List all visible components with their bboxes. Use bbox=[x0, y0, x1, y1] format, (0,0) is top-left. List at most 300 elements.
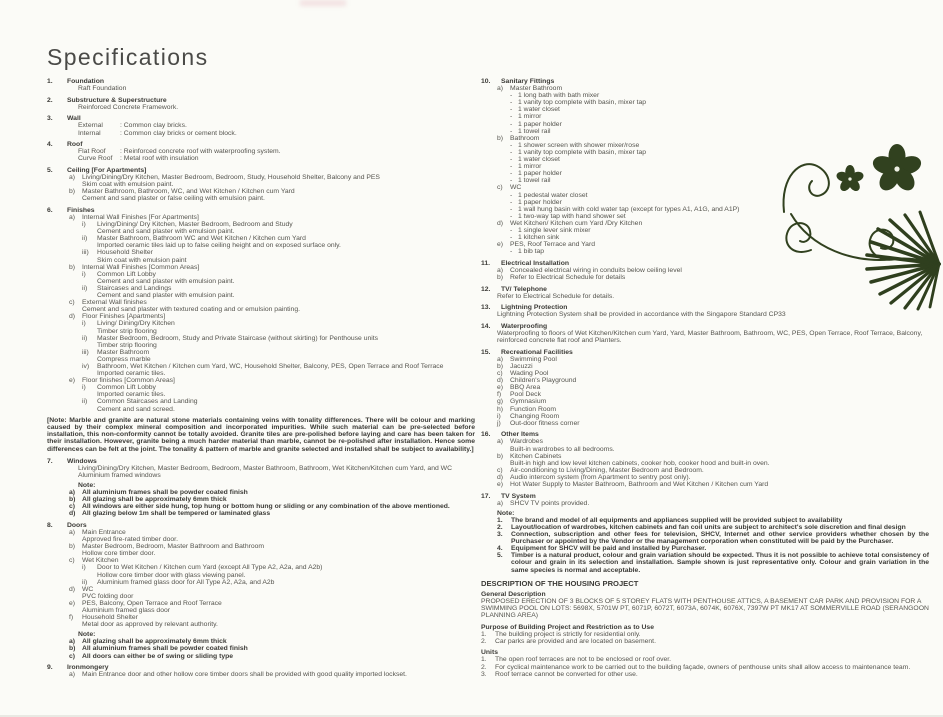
spec-line bbox=[510, 92, 929, 99]
spec-line: Compress marble bbox=[97, 355, 151, 363]
spec-line bbox=[510, 170, 929, 177]
section-title: Waterproofing bbox=[501, 323, 548, 330]
line-tag: j) bbox=[497, 419, 501, 427]
line-tag: b) bbox=[69, 543, 76, 551]
spec-line: Cement and sand plaster with emulsion paint. bbox=[97, 292, 235, 300]
spec-line bbox=[82, 285, 475, 292]
line-tag: 2. bbox=[481, 663, 487, 671]
spec-line bbox=[510, 128, 929, 135]
line-text: 1 pedestal water closet bbox=[518, 191, 588, 199]
line-text: BBQ Area bbox=[510, 384, 541, 392]
spec-line bbox=[69, 543, 475, 550]
section-heading bbox=[47, 167, 475, 174]
line-tag: f) bbox=[497, 391, 502, 399]
section-heading bbox=[47, 458, 475, 465]
line-tag: b) bbox=[69, 188, 76, 196]
spec-line bbox=[510, 113, 929, 120]
spec-line bbox=[510, 234, 929, 241]
line-text: The brand and model of all equipments and appliances supplied will be provided subject to availability bbox=[511, 516, 843, 524]
line-tag: h) bbox=[497, 405, 504, 413]
spec-line bbox=[510, 206, 929, 213]
section-heading bbox=[47, 115, 475, 122]
line-text: 1 mirror bbox=[518, 163, 542, 171]
spec-line bbox=[69, 174, 475, 181]
spec-line bbox=[497, 406, 929, 413]
line-tag: a) bbox=[69, 528, 76, 536]
spec-line bbox=[510, 121, 929, 128]
line-text: Roof terrace cannot be converted for other use. bbox=[495, 670, 638, 678]
line-tag: b) bbox=[497, 452, 504, 460]
spec-line bbox=[78, 130, 475, 137]
line-tag: d) bbox=[497, 473, 504, 481]
spec-line bbox=[69, 299, 475, 306]
spec-section bbox=[481, 78, 929, 255]
spec-line bbox=[497, 474, 929, 481]
spec-line: Skim coat with emulsion paint. bbox=[82, 181, 174, 189]
line-tag: i) bbox=[497, 412, 501, 420]
line-tag: Curve Roof bbox=[78, 155, 113, 163]
line-tag: 3. bbox=[497, 531, 503, 539]
spec-line bbox=[497, 467, 929, 474]
line-text: The open roof terraces are not to be enclosed or roof over. bbox=[495, 656, 672, 664]
line-tag: - bbox=[510, 163, 513, 171]
line-text: 1 vanity top complete with basin, mixer tap bbox=[518, 99, 647, 107]
line-tag: c) bbox=[497, 466, 503, 474]
line-text: The building project is strictly for residential only. bbox=[495, 630, 641, 638]
section-number: 10. bbox=[481, 78, 491, 85]
section-title: Finishes bbox=[67, 206, 95, 214]
line-text: WC bbox=[510, 184, 522, 192]
spec-line bbox=[82, 271, 475, 278]
spec-line bbox=[510, 248, 929, 255]
section-number: 1. bbox=[47, 78, 53, 85]
line-tag: a) bbox=[69, 214, 76, 221]
line-text: Air-conditioning to Living/Dining, Master Bedroom and Bedroom. bbox=[510, 466, 704, 474]
spec-line: Note: bbox=[78, 481, 96, 489]
line-tag: c) bbox=[69, 652, 76, 660]
spec-line: Lightning Protection System shall be provided in accordance with the Singapore Standard CP33 bbox=[497, 311, 786, 319]
scan-artifact bbox=[300, 0, 346, 6]
section-heading bbox=[47, 207, 475, 214]
spec-line bbox=[497, 413, 929, 420]
line-text: Wet Kitchen/ Kitchen cum Yard /Dry Kitchen bbox=[510, 219, 643, 227]
line-tag: - bbox=[510, 226, 513, 234]
section-number: 12. bbox=[481, 285, 491, 293]
spec-line bbox=[69, 529, 475, 536]
spec-line bbox=[497, 384, 929, 391]
line-text: Kitchen Cabinets bbox=[510, 452, 562, 460]
line-tag: Flat Roof bbox=[78, 148, 106, 156]
line-text: Concealed electrical wiring in conduits below ceiling level bbox=[510, 266, 682, 274]
line-tag: - bbox=[510, 212, 513, 220]
description-heading: DESCRIPTION OF THE HOUSING PROJECT bbox=[481, 578, 639, 588]
line-tag: - bbox=[510, 170, 513, 178]
spec-line: Aluminium framed glass door bbox=[82, 606, 171, 614]
line-tag: External bbox=[78, 122, 103, 130]
line-tag: a) bbox=[69, 488, 76, 496]
block-title: Units bbox=[481, 649, 498, 657]
section-number: 4. bbox=[47, 141, 53, 149]
line-tag: e) bbox=[69, 377, 76, 385]
section-heading bbox=[481, 78, 929, 85]
page-title: Specifications bbox=[47, 44, 209, 70]
section-title: Foundation bbox=[67, 78, 104, 85]
line-text: Master Bathroom, Bathroom, WC, and Wet Kitchen / Kitchen cum Yard bbox=[82, 188, 295, 196]
line-tag: g) bbox=[497, 398, 504, 406]
line-text: All aluminium frames shall be powder coated finish bbox=[82, 645, 248, 653]
line-tag: e) bbox=[69, 599, 76, 607]
spec-line bbox=[69, 645, 475, 652]
line-text: Function Room bbox=[510, 405, 557, 413]
line-text: : Metal roof with insulation bbox=[120, 155, 199, 163]
section-number: 6. bbox=[47, 206, 53, 214]
line-tag: b) bbox=[69, 496, 76, 504]
line-text: Wardrobes bbox=[510, 438, 543, 446]
line-tag: Internal bbox=[78, 129, 101, 137]
spec-line: Timber strip flooring bbox=[97, 327, 157, 335]
spec-line: Cement and sand screed. bbox=[97, 405, 175, 413]
line-text: Common Lift Lobby bbox=[97, 384, 156, 392]
line-text: 1 vanity top complete with basin, mixer tap bbox=[518, 148, 647, 156]
section-title: Ironmongery bbox=[67, 664, 109, 672]
line-tag: - bbox=[510, 234, 513, 242]
line-tag: - bbox=[510, 120, 513, 128]
block-title: Purpose of Building Project and Restriction as to Use bbox=[481, 623, 654, 631]
spec-line bbox=[510, 163, 929, 170]
line-tag: c) bbox=[69, 503, 76, 511]
line-text: Pool Deck bbox=[510, 391, 541, 399]
line-tag: i) bbox=[82, 384, 86, 392]
line-tag: - bbox=[510, 177, 513, 185]
line-text: Door to Wet Kitchen / Kitchen cum Yard (except All Type A2, A2a, and A2b) bbox=[97, 564, 323, 572]
line-text: 1 single lever sink mixer bbox=[518, 226, 591, 234]
section-title: Substructure & Superstructure bbox=[67, 96, 167, 104]
line-text: Common Lift Lobby bbox=[97, 270, 156, 278]
line-tag: a) bbox=[497, 266, 504, 274]
spec-line bbox=[78, 148, 475, 155]
spec-line bbox=[510, 199, 929, 206]
section-number: 9. bbox=[47, 664, 53, 672]
spec-line: Cement and sand plaster or false ceiling with emulsion paint. bbox=[82, 195, 265, 203]
line-text: Timber is a natural product, colour and grain variation should be expected. Thus it is not possible to achieve total consistency of colour and grain in its selection and installation. Sample shown is just representative only. Colour and grain variation in the same species is normal and acceptable. bbox=[511, 552, 929, 574]
spec-line bbox=[78, 155, 475, 162]
section-heading bbox=[481, 323, 929, 330]
line-tag: 3. bbox=[481, 670, 487, 678]
line-text: Out-door fitness corner bbox=[510, 419, 580, 427]
spec-line bbox=[510, 106, 929, 113]
line-tag: ii) bbox=[82, 235, 88, 243]
line-tag: c) bbox=[69, 299, 75, 307]
line-tag: a) bbox=[69, 174, 76, 182]
spec-line bbox=[497, 552, 929, 573]
spec-line bbox=[497, 398, 929, 405]
line-text: Living/Dining/ Dry Kitchen, Master Bedroom, Bedroom and Study bbox=[97, 221, 293, 229]
spec-section bbox=[481, 431, 929, 488]
spec-line bbox=[82, 398, 475, 405]
spec-section bbox=[47, 458, 475, 518]
left-column bbox=[47, 78, 481, 683]
line-tag: - bbox=[510, 92, 513, 100]
section-title: Doors bbox=[67, 521, 87, 529]
line-text: Bathroom, Wet Kitchen / Kitchen cum Yard, WC, Household Shelter, Balcony, PES, Open Terrace and Roof Terrace bbox=[97, 362, 444, 370]
spec-line bbox=[69, 489, 475, 496]
spec-section bbox=[47, 78, 475, 92]
line-tag: 1. bbox=[481, 656, 487, 664]
line-text: WC bbox=[82, 585, 94, 593]
line-tag: 2. bbox=[497, 523, 503, 531]
spec-section bbox=[481, 493, 929, 574]
line-text: All glazing shall be approximately 6mm thick bbox=[82, 638, 227, 646]
line-tag: d) bbox=[69, 510, 76, 518]
spec-line bbox=[497, 420, 929, 427]
spec-line bbox=[69, 214, 475, 221]
line-tag: iv) bbox=[82, 362, 90, 370]
section-heading bbox=[47, 522, 475, 529]
section-heading bbox=[47, 141, 475, 148]
line-tag: i) bbox=[82, 270, 86, 278]
spec-line bbox=[497, 391, 929, 398]
spec-line bbox=[497, 241, 929, 248]
section-number: 2. bbox=[47, 96, 53, 104]
line-text: Master Bathroom bbox=[510, 85, 563, 93]
line-text: 1 paper holder bbox=[518, 198, 562, 206]
line-text: Floor finishes [Common Areas] bbox=[82, 377, 175, 385]
line-text: Hot Water Supply to Master Bathroom, Bathroom and Wet Kitchen / Kitchen cum Yard bbox=[510, 480, 769, 488]
line-text: Common Staircases and Landing bbox=[97, 398, 198, 406]
spec-line bbox=[78, 122, 475, 129]
line-tag: c) bbox=[69, 557, 75, 565]
spec-line: PROPOSED ERECTION OF 3 BLOCKS OF 5 STOREY FLATS WITH PENTHOUSE ATTICS, A BASEMENT CAR PARK AND PROVISION FOR A SWIMMING POOL ON LOTS: 5698X, 5701W PT, 6071P, 6072T, 6073A, 6074K, 6076X, 7397W PT MK17 AT SOMMERVILLE ROAD (SERANGOON PLANNING AREA) bbox=[481, 597, 929, 619]
spec-line: Imported ceramic tiles. bbox=[97, 391, 166, 399]
section-title: Other Items bbox=[501, 431, 539, 439]
spec-section bbox=[481, 624, 929, 645]
spec-section bbox=[481, 649, 929, 677]
line-text: Household Shelter bbox=[97, 249, 153, 257]
line-tag: - bbox=[510, 113, 513, 121]
section-heading bbox=[481, 431, 929, 438]
line-tag: ii) bbox=[82, 284, 88, 292]
line-text: External Wall finishes bbox=[82, 299, 147, 307]
spec-line bbox=[497, 135, 929, 142]
section-heading bbox=[481, 304, 929, 311]
spec-line bbox=[510, 192, 929, 199]
block-title: General Description bbox=[481, 590, 546, 598]
spec-line bbox=[69, 557, 475, 564]
section-title: Sanitary Fittings bbox=[501, 78, 555, 85]
spec-line bbox=[497, 438, 929, 445]
line-tag: d) bbox=[497, 219, 504, 227]
spec-line bbox=[510, 149, 929, 156]
line-tag: - bbox=[510, 156, 513, 164]
spec-line bbox=[69, 313, 475, 320]
line-tag: c) bbox=[497, 370, 503, 378]
spec-line bbox=[481, 638, 929, 645]
spec-section bbox=[47, 141, 475, 162]
spec-line bbox=[510, 99, 929, 106]
line-tag: a) bbox=[497, 438, 504, 446]
spec-line bbox=[481, 664, 929, 671]
line-text: : Common clay bricks or cement block. bbox=[120, 129, 237, 137]
section-number: 16. bbox=[481, 431, 491, 439]
spec-line: Refer to Electrical Schedule for details. bbox=[497, 292, 615, 300]
section-heading bbox=[481, 286, 929, 293]
line-tag: ii) bbox=[82, 578, 88, 586]
line-text: 1 mirror bbox=[518, 113, 542, 121]
spec-line bbox=[69, 496, 475, 503]
line-tag: - bbox=[510, 205, 513, 213]
spec-line bbox=[82, 579, 475, 586]
spec-line: Hollow core timber door with glass viewing panel. bbox=[97, 571, 246, 579]
line-text: All aluminium frames shall be powder coated finish bbox=[82, 488, 248, 496]
spec-line bbox=[497, 517, 929, 524]
spec-section bbox=[481, 304, 929, 318]
line-text: Household Shelter bbox=[82, 614, 138, 622]
line-tag: i) bbox=[82, 564, 86, 572]
spec-line bbox=[497, 531, 929, 545]
spec-line: Timber strip flooring bbox=[97, 341, 157, 349]
spec-line bbox=[497, 453, 929, 460]
line-text: Floor Finishes [Apartments] bbox=[82, 313, 166, 321]
line-tag: c) bbox=[497, 184, 503, 192]
spec-line: Raft Foundation bbox=[78, 85, 127, 93]
section-number: 7. bbox=[47, 457, 53, 465]
line-text: Audio intercom system (from Apartment to sentry post only). bbox=[510, 473, 691, 481]
line-tag: b) bbox=[497, 134, 504, 142]
spec-line bbox=[497, 481, 929, 488]
section-title: Recreational Facilities bbox=[501, 348, 573, 356]
line-tag: d) bbox=[69, 585, 76, 593]
spec-line: Cement and sand plaster with textured coating and or emulsion painting. bbox=[82, 306, 301, 314]
section-number: 17. bbox=[481, 492, 491, 500]
spec-line bbox=[82, 221, 475, 228]
line-tag: - bbox=[510, 141, 513, 149]
line-tag: e) bbox=[497, 384, 504, 392]
line-tag: 4. bbox=[497, 545, 503, 553]
spec-line bbox=[82, 363, 475, 370]
line-text: For cyclical maintenance work to be carried out to the building façade, owners of penthouse units shall allow access to maintenance team. bbox=[495, 663, 911, 671]
line-tag: 2. bbox=[481, 637, 487, 645]
line-text: SHCV TV points provided. bbox=[510, 499, 590, 507]
spec-line bbox=[510, 213, 929, 220]
spec-line bbox=[497, 267, 929, 274]
spec-line: Note: bbox=[497, 509, 515, 517]
spec-line: Cement and sand plaster with emulsion paint. bbox=[97, 228, 235, 236]
spec-line: Built-in high and low level kitchen cabinets, cooker hob, cooker hood and built-in oven. bbox=[510, 459, 770, 467]
spec-line: Built-in wardrobes to all bedrooms. bbox=[510, 445, 615, 453]
spec-line bbox=[497, 545, 929, 552]
spec-line bbox=[69, 188, 475, 195]
section-number: 11. bbox=[481, 259, 491, 267]
section-number: 15. bbox=[481, 348, 491, 356]
spec-line: Imported ceramic tiles. bbox=[97, 370, 166, 378]
line-tag: iii) bbox=[82, 348, 89, 356]
line-tag: - bbox=[510, 106, 513, 114]
section-number: 14. bbox=[481, 323, 491, 330]
spec-line bbox=[69, 614, 475, 621]
line-text: 1 kitchen sink bbox=[518, 234, 560, 242]
spec-line bbox=[69, 638, 475, 645]
line-text: 1 shower screen with shower mixer/rose bbox=[518, 141, 640, 149]
line-text: Bathroom bbox=[510, 134, 540, 142]
section-title: Electrical Installation bbox=[501, 259, 569, 267]
line-tag: iii) bbox=[82, 249, 89, 257]
spec-line bbox=[69, 586, 475, 593]
spec-line bbox=[497, 370, 929, 377]
spec-line bbox=[481, 671, 929, 678]
line-text: Swimming Pool bbox=[510, 355, 557, 363]
section-title: Lightning Protection bbox=[501, 304, 568, 312]
line-tag: e) bbox=[497, 480, 504, 488]
spec-section bbox=[47, 207, 475, 413]
spec-section bbox=[481, 349, 929, 427]
spec-line: Waterproofing to floors of Wet Kitchen/Kitchen cum Yard, Yard, Master Bathroom, Bathroom, WC, PES, Open Terrace, Roof Terrace, Balcony, reinforced concrete flat roof and Planters. bbox=[497, 330, 923, 345]
line-text: Living/ Dining/Dry Kitchen bbox=[97, 320, 175, 328]
spec-line bbox=[497, 377, 929, 384]
line-text: Master Bedroom, Bedroom, Study and Private Staircase (without skirting) for Penthouse units bbox=[97, 334, 379, 342]
spec-line bbox=[69, 264, 475, 271]
section-heading bbox=[481, 349, 929, 356]
line-text: Internal Wall Finishes [For Apartments] bbox=[82, 214, 199, 221]
line-tag: a) bbox=[69, 671, 76, 679]
spec-line bbox=[481, 656, 929, 663]
spec-line bbox=[82, 335, 475, 342]
line-tag: a) bbox=[497, 355, 504, 363]
section-heading bbox=[481, 260, 929, 267]
spec-line: Living/Dining/Dry Kitchen, Master Bedroom, Bedroom, Master Bathroom, Bathroom, Wet Kitchen/Kitchen cum Yard, and WC bbox=[78, 464, 452, 472]
line-text: : Reinforced concrete roof with waterproofing system. bbox=[120, 148, 281, 156]
line-text: All glazing below 1m shall be tempered or laminated glass bbox=[82, 510, 271, 518]
section-number: 5. bbox=[47, 166, 53, 174]
line-tag: - bbox=[510, 191, 513, 199]
spec-line bbox=[69, 377, 475, 384]
line-text: Children's Playground bbox=[510, 377, 577, 385]
two-column-layout bbox=[47, 78, 935, 683]
line-text: Master Bathroom, Bathroom WC and Wet Kitchen / Kitchen cum Yard bbox=[97, 235, 306, 243]
line-tag: b) bbox=[497, 362, 504, 370]
line-tag: ii) bbox=[82, 334, 88, 342]
spec-section bbox=[481, 591, 929, 619]
spec-line: Metal door as approved by relevant authority. bbox=[82, 621, 218, 629]
note-paragraph: [Note: Marble and granite are natural stone materials containing veins with tonality differences. There will be colour and marking caused by their complex mineral composition and incorporated impurities. While such material can be pre-selected before installation, this non-conformity cannot be totally avoided. Granite tiles are pre-polished before laying and care has been taken for their installation. However, granite being a much harder material than marble, cannot be re-polished after installation. Hence some differences can be felt at the joint. The tonality & pattern of marble and granite selected and installed shall be subject to availability.] bbox=[47, 417, 475, 453]
spec-section bbox=[47, 97, 475, 111]
spec-section bbox=[481, 260, 929, 281]
section-heading bbox=[481, 493, 929, 500]
line-tag: i) bbox=[82, 320, 86, 328]
section-title: TV System bbox=[501, 492, 536, 500]
line-tag: d) bbox=[69, 313, 76, 321]
spec-line bbox=[510, 142, 929, 149]
spec-line bbox=[82, 235, 475, 242]
line-tag: b) bbox=[69, 263, 76, 271]
line-text: Equipment for SHCV will be paid and installed by Purchaser. bbox=[511, 545, 707, 553]
line-tag: f) bbox=[69, 614, 74, 622]
line-tag: - bbox=[510, 198, 513, 206]
spec-line bbox=[497, 500, 929, 507]
spec-line: Hollow core timber door. bbox=[82, 550, 156, 558]
spec-line bbox=[510, 227, 929, 234]
section-heading bbox=[47, 78, 475, 85]
line-text: Master Bathroom bbox=[97, 348, 150, 356]
line-text: 1 paper holder bbox=[518, 170, 562, 178]
spec-line bbox=[82, 384, 475, 391]
line-tag: - bbox=[510, 248, 513, 256]
spec-line bbox=[510, 177, 929, 184]
spec-line bbox=[497, 363, 929, 370]
line-text: Car parks are provided and are located on basement. bbox=[495, 637, 656, 645]
line-tag: d) bbox=[497, 377, 504, 385]
spec-section bbox=[481, 286, 929, 300]
spec-section bbox=[47, 167, 475, 202]
